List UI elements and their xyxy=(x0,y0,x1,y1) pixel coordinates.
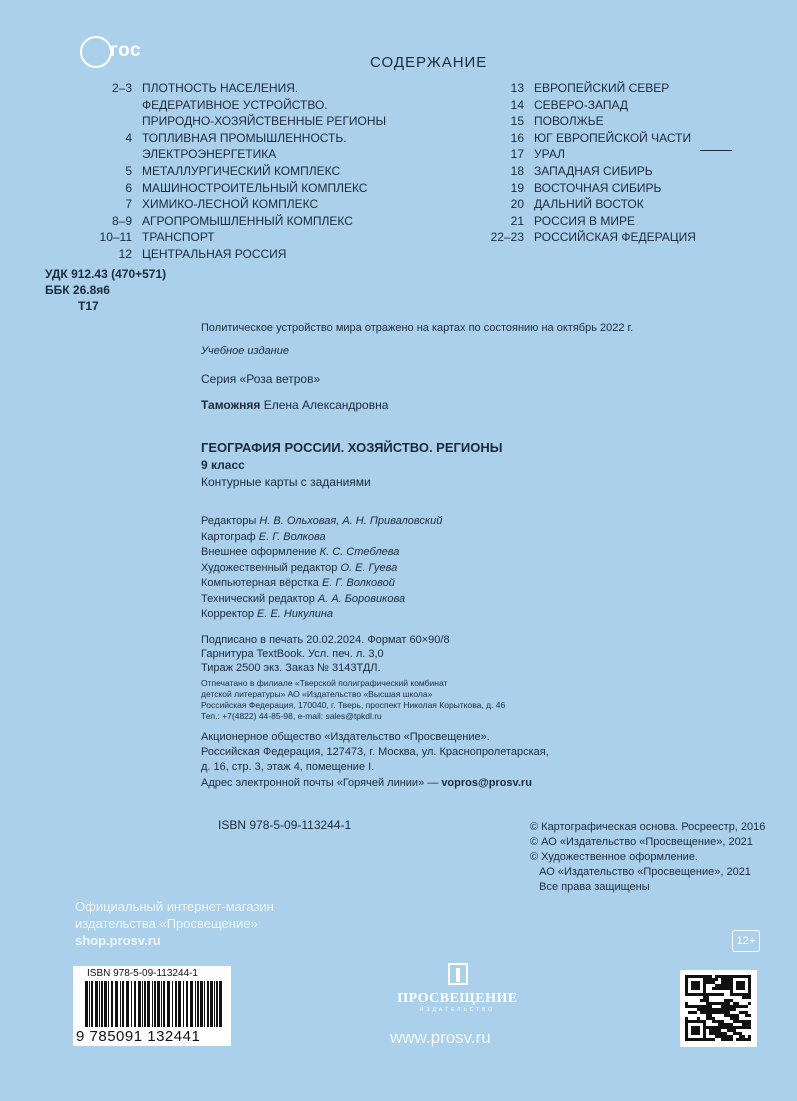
classification-block xyxy=(45,266,166,314)
shop-line-1: Официальный интернет-магазин xyxy=(75,899,274,914)
fgos-logo-text: гос xyxy=(110,40,142,61)
credit-line xyxy=(201,561,442,577)
credit-line xyxy=(201,545,442,561)
political-note: Политическое устройство мира отражено на картах по состоянию на октябрь 2022 г. xyxy=(201,322,634,334)
qr-code[interactable] xyxy=(680,970,757,1047)
udk-code: УДК 912.43 (470+571) xyxy=(45,267,167,281)
fgos-logo xyxy=(80,36,150,68)
copyright-line: © Художественное оформление. xyxy=(530,851,698,863)
contents-entry-title: ЦЕНТРАЛЬНАЯ РОССИЯ xyxy=(142,246,287,261)
credit-line xyxy=(201,514,442,530)
contents-entry-title: МАШИНОСТРОИТЕЛЬНЫЙ КОМПЛЕКС xyxy=(142,180,368,195)
publisher-emblem-icon xyxy=(447,962,469,986)
printer-info xyxy=(201,678,505,722)
contents-row xyxy=(462,180,722,197)
hotline-email: vopros@prosv.ru xyxy=(441,777,532,789)
printer-line: Тел.: +7(4822) 44-85-98, e-mail: sales@tpkdl.ru xyxy=(201,711,382,721)
book-subtitle: Контурные карты с заданиями xyxy=(201,475,371,489)
contents-right-column xyxy=(462,80,722,246)
contents-row xyxy=(462,130,722,147)
credit-role: Редакторы xyxy=(201,515,260,527)
book-title: ГЕОГРАФИЯ РОССИИ. ХОЗЯЙСТВО. РЕГИОНЫ xyxy=(201,440,503,455)
credit-names: Е. Г. Волкова xyxy=(258,530,326,543)
grade: 9 класс xyxy=(201,458,245,472)
credit-role: Картограф xyxy=(201,530,259,543)
barcode-isbn: ISBN 978-5-09-113244-1 xyxy=(87,968,198,979)
contents-entry-title: ЭЛЕКТРОЭНЕРГЕТИКА xyxy=(142,147,277,162)
contents-row xyxy=(80,80,400,97)
credit-names: Е. Е. Никулина xyxy=(257,608,334,620)
contents-entry-title: ПЛОТНОСТЬ НАСЕЛЕНИЯ. xyxy=(142,81,299,95)
contents-row xyxy=(462,80,722,97)
credits-list xyxy=(201,514,442,623)
contents-row xyxy=(80,196,400,213)
print-line: Тираж 2500 экз. Заказ № 3143ТДЛ. xyxy=(201,662,381,674)
hotline xyxy=(201,777,532,789)
contents-page-number: 10–11 xyxy=(99,230,132,245)
copyright-line: © АО «Издательство «Просвещение», 2021 xyxy=(530,836,753,848)
credit-role: Художественный редактор xyxy=(201,561,341,574)
contents-row xyxy=(80,229,400,246)
contents-row xyxy=(80,97,400,114)
printer-line: детской литературы» АО «Издательство «Высшая школа» xyxy=(201,689,433,699)
contents-row xyxy=(462,97,722,114)
shop-block xyxy=(75,898,274,949)
publisher-site[interactable]: www.prosv.ru xyxy=(390,1028,491,1047)
credit-line xyxy=(201,576,442,592)
contents-entry-title: МЕТАЛЛУРГИЧЕСКИЙ КОМПЛЕКС xyxy=(142,163,341,178)
contents-page-number: 12 xyxy=(118,246,132,261)
contents-entry-title: ВОСТОЧНАЯ СИБИРЬ xyxy=(534,180,662,195)
contents-entry-title: АГРОПРОМЫШЛЕННЫЙ КОМПЛЕКС xyxy=(142,213,353,228)
printer-line: Отпечатано в филиале «Тверской полиграфический комбинат xyxy=(201,678,448,688)
contents-row xyxy=(462,113,722,130)
contents-page-number: 15 xyxy=(510,114,524,129)
credit-names: К. С. Стеблева xyxy=(319,546,400,558)
contents-page-number: 17 xyxy=(510,147,524,162)
contents-row xyxy=(462,229,722,246)
credit-names: О. Е. Гуева xyxy=(340,561,398,574)
contents-entry-title: ДАЛЬНИЙ ВОСТОК xyxy=(534,197,644,212)
contents-page-number: 8–9 xyxy=(111,213,132,228)
copyright-line: © Картографическая основа. Росреестр, 2016 xyxy=(530,821,766,833)
copyright-block xyxy=(530,820,765,895)
print-line: Подписано в печать 20.02.2024. Формат 60×90/8 xyxy=(201,634,450,646)
credit-role: Корректор xyxy=(201,608,258,620)
contents-row xyxy=(80,146,400,163)
contents-page-number: 19 xyxy=(510,180,524,195)
contents-page-number: 2–3 xyxy=(111,81,132,95)
contents-entry-title: ПРИРОДНО-ХОЗЯЙСТВЕННЫЕ РЕГИОНЫ xyxy=(142,114,387,129)
credit-role: Компьютерная вёрстка xyxy=(201,577,322,589)
credit-role: Внешнее оформление xyxy=(201,546,320,558)
publisher-info xyxy=(201,730,549,775)
contents-entry-title: ФЕДЕРАТИВНОЕ УСТРОЙСТВО. xyxy=(142,97,328,112)
contents-entry-title: ПОВОЛЖЬЕ xyxy=(534,114,604,129)
contents-row xyxy=(80,180,400,197)
contents-entry-title: РОССИЙСКАЯ ФЕДЕРАЦИЯ xyxy=(534,230,696,245)
bbk-code: ББК 26.8я6 xyxy=(45,283,110,297)
isbn: ISBN 978-5-09-113244-1 xyxy=(218,818,352,832)
contents-entry-title: РОССИЯ В МИРЕ xyxy=(534,213,635,228)
credit-line xyxy=(201,607,442,623)
barcode xyxy=(73,966,231,1046)
credit-role: Технический редактор xyxy=(201,592,318,605)
contents-row xyxy=(462,146,722,163)
contents-page-number: 16 xyxy=(510,130,524,145)
qr-code-icon xyxy=(680,970,757,1047)
contents-entry-title: ТОПЛИВНАЯ ПРОМЫШЛЕННОСТЬ. xyxy=(142,130,347,145)
contents-page-number: 6 xyxy=(125,180,132,195)
credit-names: А. А. Боровикова xyxy=(317,592,406,605)
contents-entry-title: СЕВЕРО-ЗАПАД xyxy=(534,97,629,112)
contents-row xyxy=(80,246,400,263)
publisher-line: Российская Федерация, 127473, г. Москва, ул. Краснопролетарская, xyxy=(201,746,549,758)
contents-page-number: 18 xyxy=(510,163,524,178)
contents-page-number: 21 xyxy=(510,213,524,228)
publisher-sub: ИЗДАТЕЛЬСТВО xyxy=(419,1007,496,1013)
contents-page-number: 5 xyxy=(125,163,132,178)
publisher-name: ПРОСВЕЩЕНИЕ xyxy=(397,991,518,1006)
contents-row xyxy=(80,163,400,180)
contents-title: СОДЕРЖАНИЕ xyxy=(370,54,488,71)
contents-entry-title: ЮГ ЕВРОПЕЙСКОЙ ЧАСТИ xyxy=(534,130,692,145)
copyright-line: Все права защищены xyxy=(530,881,650,893)
contents-row xyxy=(462,163,722,180)
contents-entry-title: УРАЛ xyxy=(534,147,565,162)
printer-line: Российская Федерация, 170040, г. Тверь, проспект Николая Корыткова, д. 46 xyxy=(201,700,506,710)
contents-row xyxy=(462,213,722,230)
series: Серия «Роза ветров» xyxy=(201,372,321,386)
shop-url[interactable]: shop.prosv.ru xyxy=(75,933,161,948)
contents-page-number: 7 xyxy=(125,197,132,212)
edition-type: Учебное издание xyxy=(201,345,289,357)
print-line: Гарнитура TextBook. Усл. печ. л. 3,0 xyxy=(201,648,384,660)
author-name: Елена Александровна xyxy=(260,398,389,412)
print-info xyxy=(201,633,450,675)
contents-page-number: 20 xyxy=(510,197,524,212)
contents-page-number: 14 xyxy=(510,97,524,112)
contents-entry-title: ТРАНСПОРТ xyxy=(142,230,215,245)
contents-page-number: 4 xyxy=(125,130,132,145)
contents-page-number: 22–23 xyxy=(490,230,524,245)
publisher-logo xyxy=(390,962,525,1013)
shop-line-2: издательства «Просвещение» xyxy=(75,916,258,931)
credit-line xyxy=(201,530,442,546)
credit-names: Н. В. Ольховая, А. Н. Приваловский xyxy=(259,515,443,527)
credit-line xyxy=(201,592,442,608)
contents-row xyxy=(80,130,400,147)
publisher-line: д. 16, стр. 3, этаж 4, помещение I. xyxy=(201,761,375,773)
contents-row xyxy=(462,196,722,213)
contents-left-column xyxy=(80,80,400,263)
contents-entry-title: ЗАПАДНАЯ СИБИРЬ xyxy=(534,163,653,178)
credit-names: Е. Г. Волковой xyxy=(321,577,395,589)
author-code: Т17 xyxy=(78,299,99,313)
hotline-label: Адрес электронной почты «Горячей линии» — xyxy=(201,777,442,789)
barcode-digits: 9 785091 132441 xyxy=(76,1028,201,1045)
contents-page-number: 13 xyxy=(510,81,524,95)
contents-row xyxy=(80,113,400,130)
publisher-line: Акционерное общество «Издательство «Просвещение». xyxy=(201,731,490,743)
contents-entry-title: ХИМИКО-ЛЕСНОЙ КОМПЛЕКС xyxy=(142,197,319,212)
author xyxy=(201,398,388,412)
age-rating-badge: 12+ xyxy=(732,930,760,952)
contents-entry-title: ЕВРОПЕЙСКИЙ СЕВЕР xyxy=(534,81,670,95)
fgos-logo-circle-icon xyxy=(80,36,112,68)
contents-row xyxy=(80,213,400,230)
copyright-line: АО «Издательство «Просвещение», 2021 xyxy=(530,866,751,878)
author-surname: Таможняя xyxy=(201,398,261,412)
